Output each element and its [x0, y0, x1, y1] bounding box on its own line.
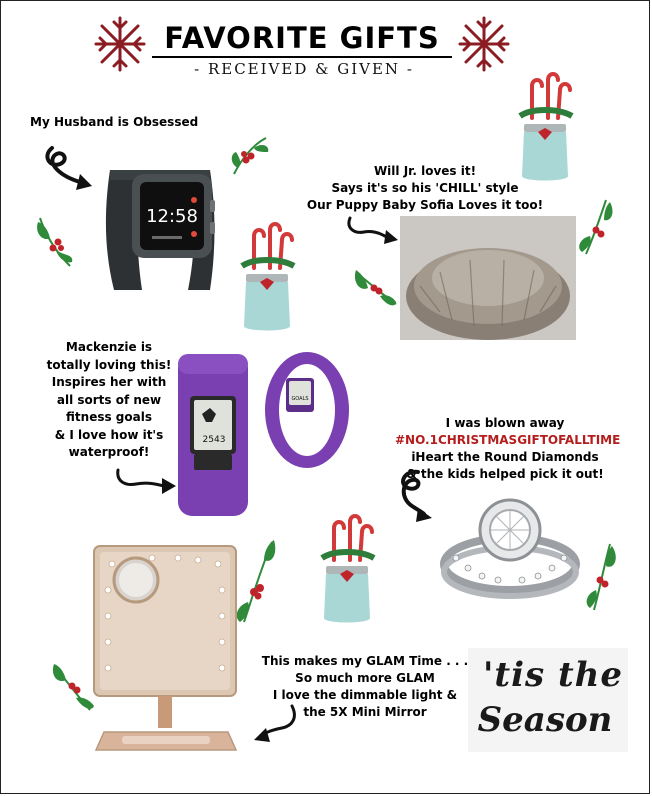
holly-sprig-icon	[352, 266, 400, 312]
glam-line: This makes my GLAM Time . . .	[261, 654, 469, 668]
mackenzie-line: Inspires her with	[51, 375, 167, 389]
snowflake-left-icon	[92, 14, 148, 74]
fitness-tracker-front-image	[176, 352, 250, 518]
page-subtitle: - RECEIVED & GIVEN -	[194, 60, 414, 78]
holly-sprig-icon	[582, 540, 622, 616]
mackenzie-line: & I love how it's	[54, 427, 164, 442]
mackenzie-caption	[44, 339, 174, 462]
mackenzie-line: totally loving this!	[46, 357, 172, 372]
season-text: Season	[477, 700, 613, 740]
tracker-goals: GOALS	[291, 396, 309, 402]
glam-line: the 5X Mini Mirror	[303, 705, 427, 719]
mackenzie-line: all sorts of new	[56, 392, 162, 407]
mackenzie-line: Mackenzie is	[65, 340, 153, 354]
willjr-caption	[300, 163, 550, 214]
holly-sprig-icon	[228, 134, 272, 180]
willjr-line: Will Jr. loves it!	[373, 164, 477, 178]
ring-line: iHeart the Round Diamonds	[411, 450, 599, 464]
holly-sprig-icon	[34, 212, 78, 272]
willjr-line: Says it's so his 'CHILL' style	[331, 181, 519, 195]
curly-arrow-icon	[112, 462, 178, 498]
curly-arrow-icon	[250, 700, 300, 748]
curly-arrow-icon	[344, 212, 400, 246]
christmas-hashtag: #NO.1CHRISTMASGIFTOFALLTIME	[395, 433, 621, 447]
glam-line: So much more GLAM	[295, 671, 435, 685]
curly-arrow-icon	[40, 142, 96, 198]
willjr-line: Our Puppy Baby Sofia Loves it too!	[306, 198, 544, 212]
snowflake-right-icon	[456, 14, 512, 74]
glam-line: I love the dimmable light &	[272, 688, 458, 702]
holly-sprig-icon	[50, 660, 98, 716]
holly-sprig-icon	[576, 196, 620, 260]
tis-the-text: 'tis the	[482, 655, 624, 695]
husband-caption: My Husband is Obsessed	[30, 115, 199, 129]
mackenzie-line: waterproof!	[68, 445, 150, 459]
ring-line: & the kids helped pick it out!	[406, 467, 604, 481]
vanity-mirror-image	[86, 540, 246, 756]
mackenzie-line: fitness goals	[66, 410, 152, 424]
diamond-ring-image	[436, 494, 582, 600]
tracker-steps: 2543	[202, 435, 226, 445]
watch-time: 12:58	[146, 206, 198, 227]
page-title: FAVORITE GIFTS	[152, 20, 452, 58]
smartwatch-image	[92, 150, 228, 298]
candy-cane-jar-icon	[234, 222, 300, 334]
fitness-tracker-band-image	[262, 350, 352, 476]
bean-bag-image	[400, 216, 576, 340]
ring-line: I was blown away	[445, 416, 565, 430]
candy-cane-jar-icon	[314, 514, 380, 626]
